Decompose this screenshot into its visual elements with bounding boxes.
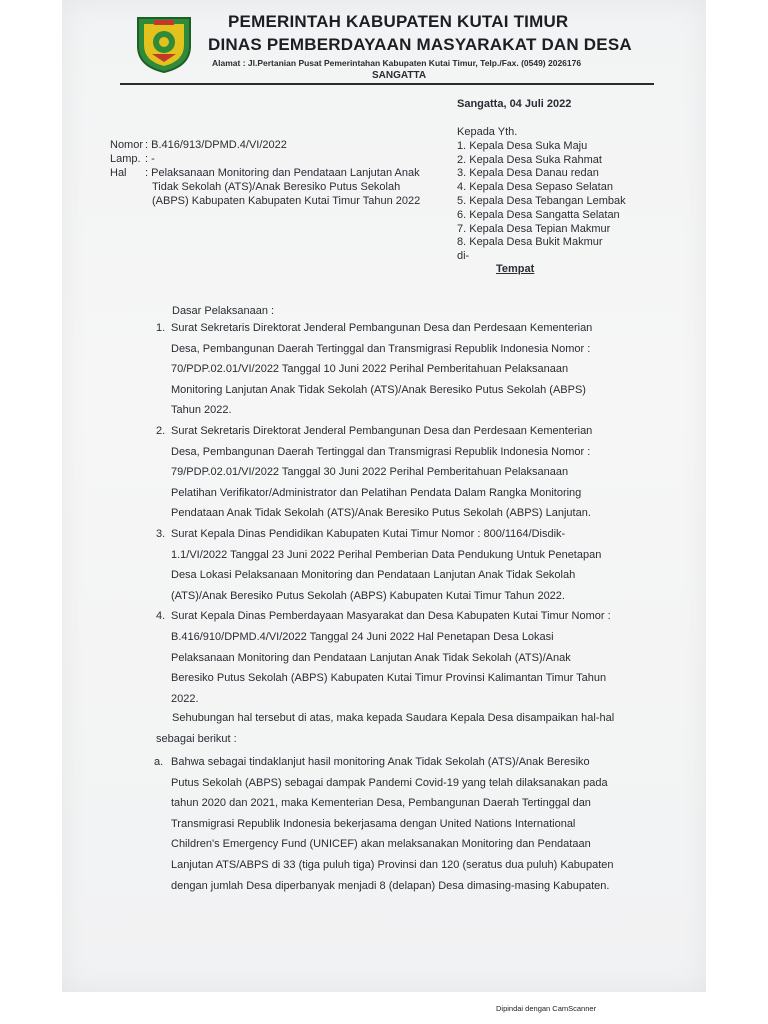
list-item-line: 2022. xyxy=(171,692,199,705)
list-number: 4. xyxy=(156,610,166,623)
letterhead-divider xyxy=(120,83,654,85)
recipient-item: 7. Kepala Desa Tepian Makmur xyxy=(457,222,611,235)
scanner-watermark: Dipindai dengan CamScanner xyxy=(496,1004,597,1013)
list-item-line: Tahun 2022. xyxy=(171,404,232,417)
sehubungan-line: Sehubungan hal tersebut di atas, maka kepada Saudara Kepala Desa disampaikan hal-hal xyxy=(172,712,615,724)
hal-line: : Pelaksanaan Monitoring dan Pendataan Lanjutan Anak xyxy=(145,167,420,179)
point-a-line: tahun 2020 dan 2021, maka Kementerian Desa, Pembangunan Daerah Tertinggal dan xyxy=(171,797,591,810)
list-item-line: Surat Kepala Dinas Pendidikan Kabupaten Kutai Timur Nomor : 800/1164/Disdik- xyxy=(171,528,566,540)
recipient-item: 1. Kepala Desa Suka Maju xyxy=(457,139,588,152)
recipient-item: 6. Kepala Desa Sangatta Selatan xyxy=(457,208,620,221)
point-a-line: Lanjutan ATS/ABPS di 33 (tiga puluh tiga) Provinsi dan 120 (seratus dua puluh) Kabupaten xyxy=(171,859,614,871)
lamp-value: : - xyxy=(145,153,155,165)
list-item-line: Beresiko Putus Sekolah (ABPS) Kabupaten Kutai Timur Provinsi Kalimantan Timur Tahun xyxy=(171,672,607,685)
kutai-timur-crest-icon xyxy=(132,12,196,74)
list-number: 3. xyxy=(156,528,166,540)
recipients-di: di- xyxy=(457,250,470,263)
recipients-tempat: Tempat xyxy=(496,263,535,275)
list-item-line: 70/PDP.02.01/VI/2022 Tanggal 10 Juni 2022 Perihal Pemberitahuan Pelaksanaan xyxy=(171,363,569,376)
letter-date: Sangatta, 04 Juli 2022 xyxy=(457,98,572,110)
list-item-line: 79/PDP.02.01/VI/2022 Tanggal 30 Juni 2022 Perihal Pemberitahuan Pelaksanaan xyxy=(171,466,569,479)
list-item-line: Desa, Pembangunan Daerah Tertinggal dan Transmigrasi Republik Indonesia Nomor : xyxy=(171,445,591,458)
recipient-item: 4. Kepala Desa Sepaso Selatan xyxy=(457,181,613,194)
list-item-line: (ATS)/Anak Beresiko Putus Sekolah (ABPS) Kabupaten Kutai Timur Tahun 2022. xyxy=(171,589,565,602)
list-item-line: Desa Lokasi Pelaksanaan Monitoring dan Pendataan Lanjutan Anak Tidak Sekolah xyxy=(171,569,576,582)
point-a-line: dengan jumlah Desa diperbanyak menjadi 8 (delapan) Desa dimasing-masing Kabupaten. xyxy=(171,879,610,892)
hal-line: Tidak Sekolah (ATS)/Anak Beresiko Putus Sekolah xyxy=(152,181,401,193)
list-item-line: Monitoring Lanjutan Anak Tidak Sekolah (ATS)/Anak Beresiko Putus Sekolah (ABPS) xyxy=(171,383,586,396)
sehubungan-line: sebagai berikut : xyxy=(156,732,237,745)
nomor-value: : B.416/913/DPMD.4/VI/2022 xyxy=(145,139,287,151)
hal-label: Hal xyxy=(110,167,127,179)
point-a-line: Children's Emergency Fund (UNICEF) akan melaksanakan Monitoring dan Pendataan xyxy=(171,838,591,851)
lamp-label: Lamp. xyxy=(110,153,141,165)
letterhead-government: PEMERINTAH KABUPATEN KUTAI TIMUR xyxy=(228,12,569,31)
list-item-line: Surat Sekretaris Direktorat Jenderal Pembangunan Desa dan Perdesaan Kementerian xyxy=(171,322,593,334)
letterhead-address: Alamat : Jl.Pertanian Pusat Pemerintahan Kabupaten Kutai Timur, Telp./Fax. (0549) 2026176 xyxy=(212,58,582,68)
dasar-heading: Dasar Pelaksanaan : xyxy=(172,305,275,317)
recipient-item: 5. Kepala Desa Tebangan Lembak xyxy=(457,194,626,207)
list-item-line: B.416/910/DPMD.4/VI/2022 Tanggal 24 Juni 2022 Hal Penetapan Desa Lokasi xyxy=(171,631,554,643)
list-item-line: Pendataan Anak Tidak Sekolah (ATS)/Anak Beresiko Putus Sekolah (ABPS) Lanjutan. xyxy=(171,507,591,520)
list-item-line: Desa, Pembangunan Daerah Tertinggal dan Transmigrasi Republik Indonesia Nomor : xyxy=(171,342,591,355)
nomor-label: Nomor xyxy=(110,139,144,151)
recipient-item: 8. Kepala Desa Bukit Makmur xyxy=(457,236,603,249)
list-item-line: Pelatihan Verifikator/Administrator dan Pelatihan Pendata Dalam Rangka Monitoring xyxy=(171,486,582,499)
point-a-line: Transmigrasi Republik Indonesia bekerjasama dengan United Nations International xyxy=(171,817,576,830)
letterhead-city: SANGATTA xyxy=(372,70,427,81)
list-item-line: 1.1/VI/2022 Tanggal 23 Juni 2022 Perihal Pemberian Data Pendukung Untuk Penetapan xyxy=(171,548,602,561)
list-item-line: Surat Sekretaris Direktorat Jenderal Pembangunan Desa dan Perdesaan Kementerian xyxy=(171,425,593,437)
point-a-label: a. xyxy=(154,756,164,768)
point-a-line: Bahwa sebagai tindaklanjut hasil monitoring Anak Tidak Sekolah (ATS)/Anak Beresiko xyxy=(171,756,590,768)
point-a-line: Putus Sekolah (ABPS) sebagai dampak Pandemi Covid-19 yang telah dilaksanakan pada xyxy=(171,776,608,789)
list-item-line: Surat Kepala Dinas Pemberdayaan Masyarakat dan Desa Kabupaten Kutai Timur Nomor : xyxy=(171,610,611,623)
list-number: 1. xyxy=(156,322,166,334)
recipients-intro: Kepada Yth. xyxy=(457,126,518,138)
list-item-line: Pelaksanaan Monitoring dan Pendataan Lanjutan Anak Tidak Sekolah (ATS)/Anak xyxy=(171,651,571,664)
letterhead-agency: DINAS PEMBERDAYAAN MASYARAKAT DAN DESA xyxy=(208,35,632,54)
recipient-item: 2. Kepala Desa Suka Rahmat xyxy=(457,153,602,166)
recipients-block xyxy=(457,126,626,264)
recipient-item: 3. Kepala Desa Danau redan xyxy=(457,167,599,180)
list-number: 2. xyxy=(156,425,166,437)
hal-line: (ABPS) Kabupaten Kabupaten Kutai Timur Tahun 2022 xyxy=(152,195,421,207)
